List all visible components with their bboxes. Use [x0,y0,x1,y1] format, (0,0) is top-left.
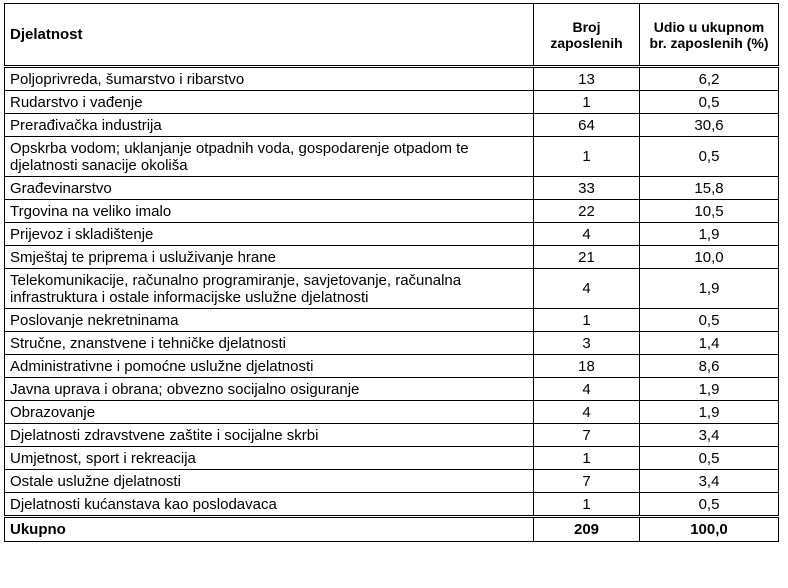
table-row [5,246,779,269]
employees-cell: 3 [534,332,640,355]
employees-cell: 33 [534,177,640,200]
activity-cell: Opskrba vodom; uklanjanje otpadnih voda, gospodarenje otpadom te djelatnosti sanacije okoliša [5,137,534,177]
table-row [5,309,779,332]
table-row [5,91,779,114]
share-cell: 30,6 [640,114,779,137]
employees-cell: 22 [534,200,640,223]
activity-cell: Građevinarstvo [5,177,534,200]
activity-cell: Umjetnost, sport i rekreacija [5,447,534,470]
employees-cell: 21 [534,246,640,269]
activity-cell: Javna uprava i obrana; obvezno socijalno osiguranje [5,378,534,401]
share-cell: 0,5 [640,91,779,114]
header-employees: Broj zaposlenih [534,4,640,67]
employees-cell: 1 [534,91,640,114]
employees-cell: 13 [534,67,640,91]
activity-cell: Prerađivačka industrija [5,114,534,137]
header-activity: Djelatnost [5,4,534,67]
activity-cell: Trgovina na veliko imalo [5,200,534,223]
share-cell: 6,2 [640,67,779,91]
table-row [5,269,779,309]
total-share: 100,0 [640,517,779,542]
share-cell: 1,9 [640,223,779,246]
employees-cell: 4 [534,378,640,401]
activity-cell: Administrativne i pomoćne uslužne djelatnosti [5,355,534,378]
table-row [5,332,779,355]
table-row [5,200,779,223]
share-cell: 3,4 [640,470,779,493]
employees-cell: 1 [534,447,640,470]
table-row [5,447,779,470]
employees-cell: 64 [534,114,640,137]
share-cell: 1,9 [640,378,779,401]
activity-cell: Stručne, znanstvene i tehničke djelatnosti [5,332,534,355]
table-row [5,223,779,246]
share-cell: 10,5 [640,200,779,223]
table-row [5,424,779,447]
share-cell: 8,6 [640,355,779,378]
activity-cell: Djelatnosti kućanstava kao poslodavaca [5,493,534,517]
activity-cell: Djelatnosti zdravstvene zaštite i socijalne skrbi [5,424,534,447]
activity-cell: Rudarstvo i vađenje [5,91,534,114]
employees-cell: 4 [534,223,640,246]
table-row [5,493,779,517]
header-row [5,4,779,67]
share-cell: 1,4 [640,332,779,355]
employees-cell: 1 [534,137,640,177]
table-row [5,401,779,424]
header-share: Udio u ukupnom br. zaposlenih (%) [640,4,779,67]
employment-by-activity-table [4,3,779,542]
total-label: Ukupno [5,517,534,542]
activity-cell: Smještaj te priprema i usluživanje hrane [5,246,534,269]
share-cell: 1,9 [640,269,779,309]
total-employees: 209 [534,517,640,542]
employees-cell: 7 [534,470,640,493]
employees-cell: 7 [534,424,640,447]
share-cell: 0,5 [640,309,779,332]
employees-cell: 4 [534,401,640,424]
employees-cell: 1 [534,493,640,517]
table-row [5,137,779,177]
activity-cell: Poljoprivreda, šumarstvo i ribarstvo [5,67,534,91]
table-row [5,114,779,137]
share-cell: 10,0 [640,246,779,269]
share-cell: 3,4 [640,424,779,447]
table-row [5,177,779,200]
share-cell: 0,5 [640,447,779,470]
share-cell: 0,5 [640,137,779,177]
employees-cell: 18 [534,355,640,378]
share-cell: 1,9 [640,401,779,424]
activity-cell: Telekomunikacije, računalno programiranje, savjetovanje, računalna infrastruktura i ostale informacijske uslužne djelatnosti [5,269,534,309]
activity-cell: Poslovanje nekretninama [5,309,534,332]
employees-cell: 4 [534,269,640,309]
share-cell: 15,8 [640,177,779,200]
activity-cell: Prijevoz i skladištenje [5,223,534,246]
activity-cell: Obrazovanje [5,401,534,424]
table-row [5,470,779,493]
table-row [5,67,779,91]
table-row [5,378,779,401]
activity-cell: Ostale uslužne djelatnosti [5,470,534,493]
table-row [5,355,779,378]
total-row [5,517,779,542]
share-cell: 0,5 [640,493,779,517]
employees-cell: 1 [534,309,640,332]
